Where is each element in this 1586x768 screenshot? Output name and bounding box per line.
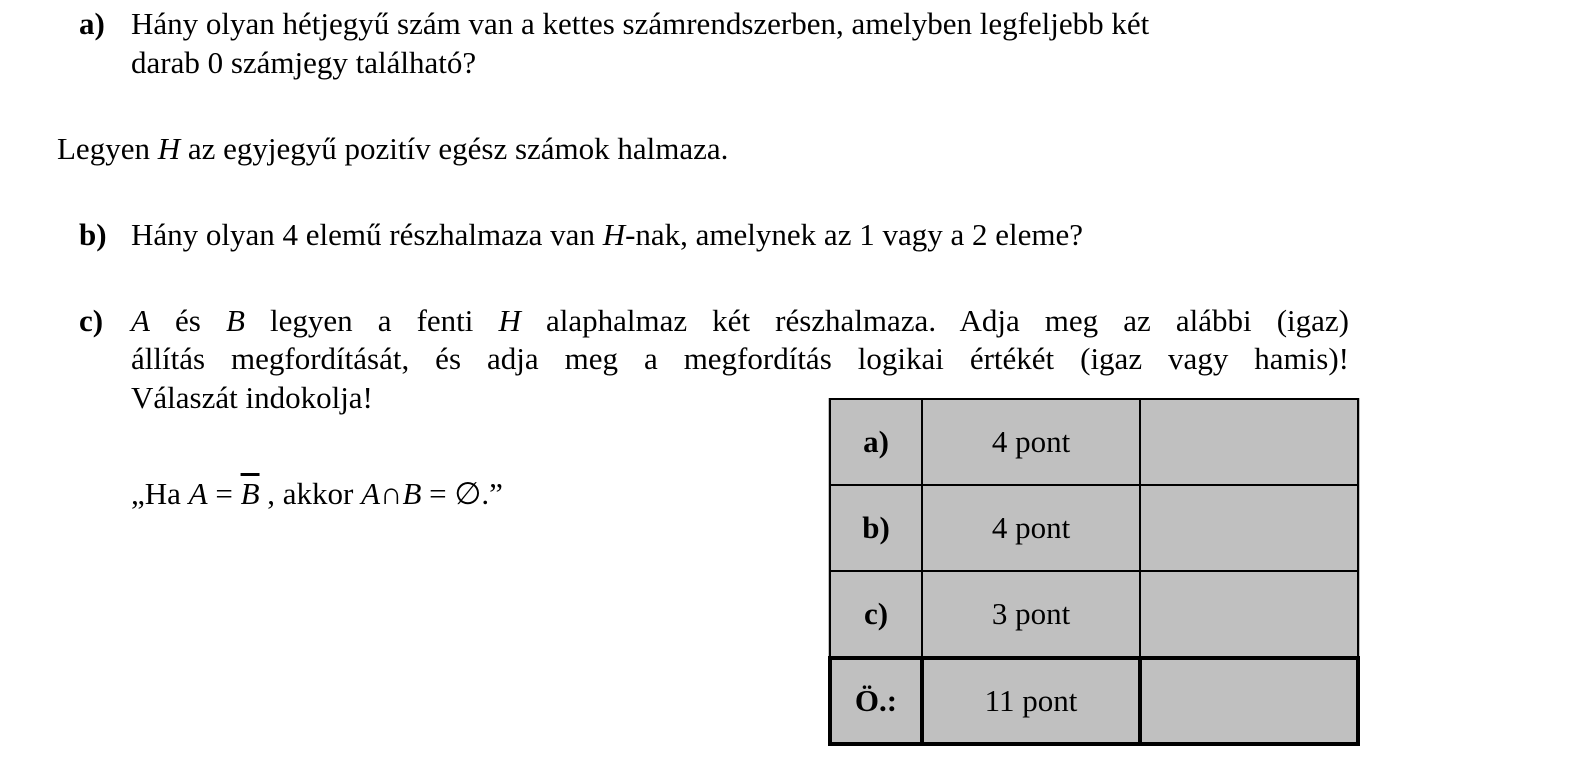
- task-a-text-line1: Hány olyan hétjegyű szám van a kettes számrendszerben, amelyben legfeljebb két: [131, 6, 1150, 41]
- text: , akkor: [259, 476, 362, 511]
- max-points: 3 pont: [922, 571, 1140, 658]
- table-row: [830, 571, 1358, 658]
- intro-post: az egyjegyű pozitív egész számok halmaza.: [180, 131, 729, 166]
- table-row: [830, 399, 1358, 485]
- task-c-text-line3: Válaszát indokolja!: [131, 380, 373, 415]
- quote-close: .”: [481, 476, 503, 511]
- max-points: 4 pont: [922, 399, 1140, 485]
- task-a-label: a): [79, 6, 105, 41]
- equals-sign: =: [421, 476, 455, 511]
- task-c-text-line2: állítás megfordítását, és adja meg a megfordítás logikai értékét (igaz vagy hamis)!: [131, 341, 1349, 376]
- var-a: A: [131, 303, 150, 338]
- task-c-text-line1: [131, 303, 1349, 339]
- score-table: [828, 398, 1360, 746]
- intro-var-h: H: [157, 131, 181, 166]
- intro-pre: Legyen: [57, 131, 158, 166]
- part-label: c): [830, 571, 922, 658]
- equals-sign: =: [207, 476, 241, 511]
- empty-set-symbol: ∅: [454, 476, 482, 511]
- task-b-pre: Hány olyan 4 elemű részhalmaza van: [131, 217, 603, 252]
- table-row: [830, 485, 1358, 571]
- total-label: Ö.:: [830, 658, 922, 744]
- intro-text: [57, 131, 728, 167]
- max-points: 4 pont: [922, 485, 1140, 571]
- task-b-var-h: H: [602, 217, 626, 252]
- score-cell[interactable]: [1140, 399, 1358, 485]
- part-label: a): [830, 399, 922, 485]
- task-b-text: [131, 217, 1083, 253]
- text: alaphalmaz két részhalmaza. Adja meg az alábbi (igaz): [520, 303, 1349, 338]
- text: és: [149, 303, 226, 338]
- var-b: B: [225, 303, 245, 338]
- var-a: A: [361, 476, 381, 511]
- task-b-label: b): [79, 217, 107, 252]
- quote-open: „Ha: [131, 476, 189, 511]
- task-c-formula: [131, 476, 503, 512]
- var-h: H: [498, 303, 521, 338]
- score-cell[interactable]: [1140, 485, 1358, 571]
- score-cell[interactable]: [1140, 571, 1358, 658]
- var-b-complement: $\overline{B}$: [240, 476, 260, 511]
- part-label: b): [830, 485, 922, 571]
- task-a-text-line2: darab 0 számjegy található?: [131, 45, 477, 80]
- table-row-total: [830, 658, 1358, 744]
- total-score-cell[interactable]: [1140, 658, 1358, 744]
- task-b-post: -nak, amelynek az 1 vagy a 2 eleme?: [625, 217, 1083, 252]
- intersection-symbol: ∩: [380, 476, 403, 511]
- task-c-label: c): [79, 303, 104, 338]
- var-a: A: [188, 476, 208, 511]
- text: legyen a fenti: [244, 303, 499, 338]
- var-b: B: [402, 476, 422, 511]
- total-max-points: 11 pont: [922, 658, 1140, 744]
